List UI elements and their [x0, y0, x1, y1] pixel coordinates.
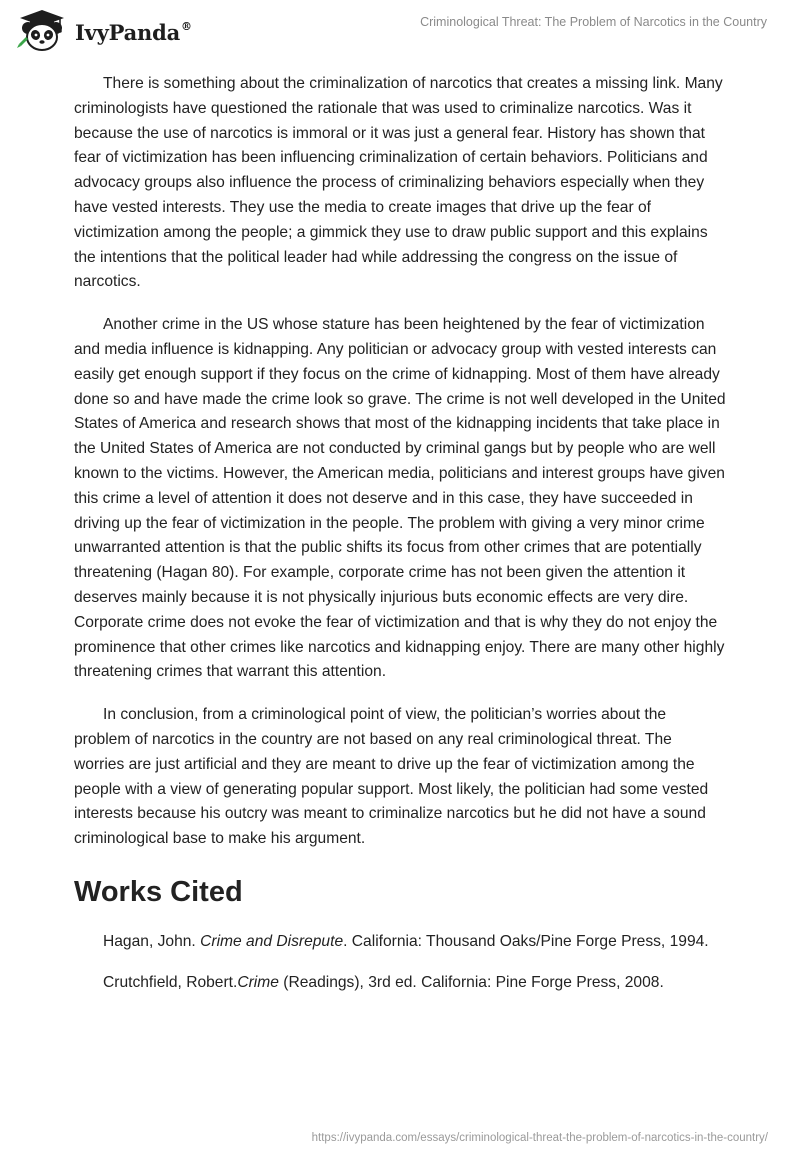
source-url[interactable]: https://ivypanda.com/essays/criminological-threat-the-problem-of-narcotics-in-the-country/	[311, 1132, 768, 1144]
citation-2-author: Crutchfield, Robert.	[103, 973, 238, 991]
citation-1-details: . California: Thousand Oaks/Pine Forge Press, 1994.	[343, 932, 709, 950]
document-title: Criminological Threat: The Problem of Narcotics in the Country	[420, 15, 767, 29]
body-paragraph-1: There is something about the criminalization of narcotics that creates a missing link. Many criminologists have questioned the rationale that was used to criminalize narcotics. Was it because the use of narcotics is immoral or it was just a general fear. History has shown that fear of victimization has been influencing criminalization of certain behaviors. Politicians and advocacy groups also influence the process of criminalizing behaviors especially when they have vested interests. They use the media to create images that drive up the fear of victimization among the people; a gimmick they use to draw public support and this explains the intentions that the political leader had while addressing the congress on the issue of narcotics.	[74, 75, 723, 291]
works-cited-heading: Works Cited	[74, 875, 243, 908]
citation-2	[74, 971, 726, 996]
citation-1-title: Crime and Disrepute	[200, 932, 344, 950]
citation-1-author: Hagan, John.	[103, 932, 201, 950]
body-paragraph-2: Another crime in the US whose stature has been heightened by the fear of victimization and media influence is kidnapping. Any politician or advocacy group with vested interests can easily get enough support if they focus on the crime of kidnapping. Most of them have already done so and have made the crime look so grave. The crime is not well developed in the United States of America and research shows that most of the kidnapping incidents that take place in the United States of America are not conducted by criminal gangs but by people who are well known to the victims. However, the American media, politicians and interest groups have given this crime a level of attention it does not deserve and in this case, they have succeeded in driving up the fear of victimization in the people. The problem with giving a very minor crime unwarranted attention is that the public shifts its focus from other crimes that are potentially threatening (Hagan 80). For example, corporate crime has not been given the attention it deserves mainly because it is not physically injurious buts economic effects are very dire. Corporate crime does not evoke the fear of victimization and that is why they do not enjoy the prominence that other crimes like narcotics and kidnapping enjoy. There are many other highly threatening crimes that warrant this attention.	[74, 316, 726, 681]
brand-name-text: IvyPanda	[75, 19, 181, 45]
panda-graduate-icon	[16, 8, 68, 52]
page-header	[0, 0, 800, 60]
citation-1	[74, 930, 726, 955]
citation-2-details: (Readings), 3rd ed. California: Pine Forge Press, 2008.	[278, 973, 664, 991]
essay-content	[74, 72, 726, 1012]
body-paragraph-3: In conclusion, from a criminological point of view, the politician’s worries about the problem of narcotics in the country are not based on any real criminological threat. The worries are just artificial and they are meant to drive up the fear of victimization among the people with a view of generating popular support. Most likely, the politician had some vested interests because his outcry was meant to criminalize narcotics but he did not have a sound criminological base to make his argument.	[74, 706, 709, 848]
brand-name	[75, 20, 192, 45]
citation-2-title: Crime	[237, 973, 279, 991]
registered-mark: ®	[181, 19, 192, 33]
brand-logo[interactable]	[16, 8, 192, 52]
